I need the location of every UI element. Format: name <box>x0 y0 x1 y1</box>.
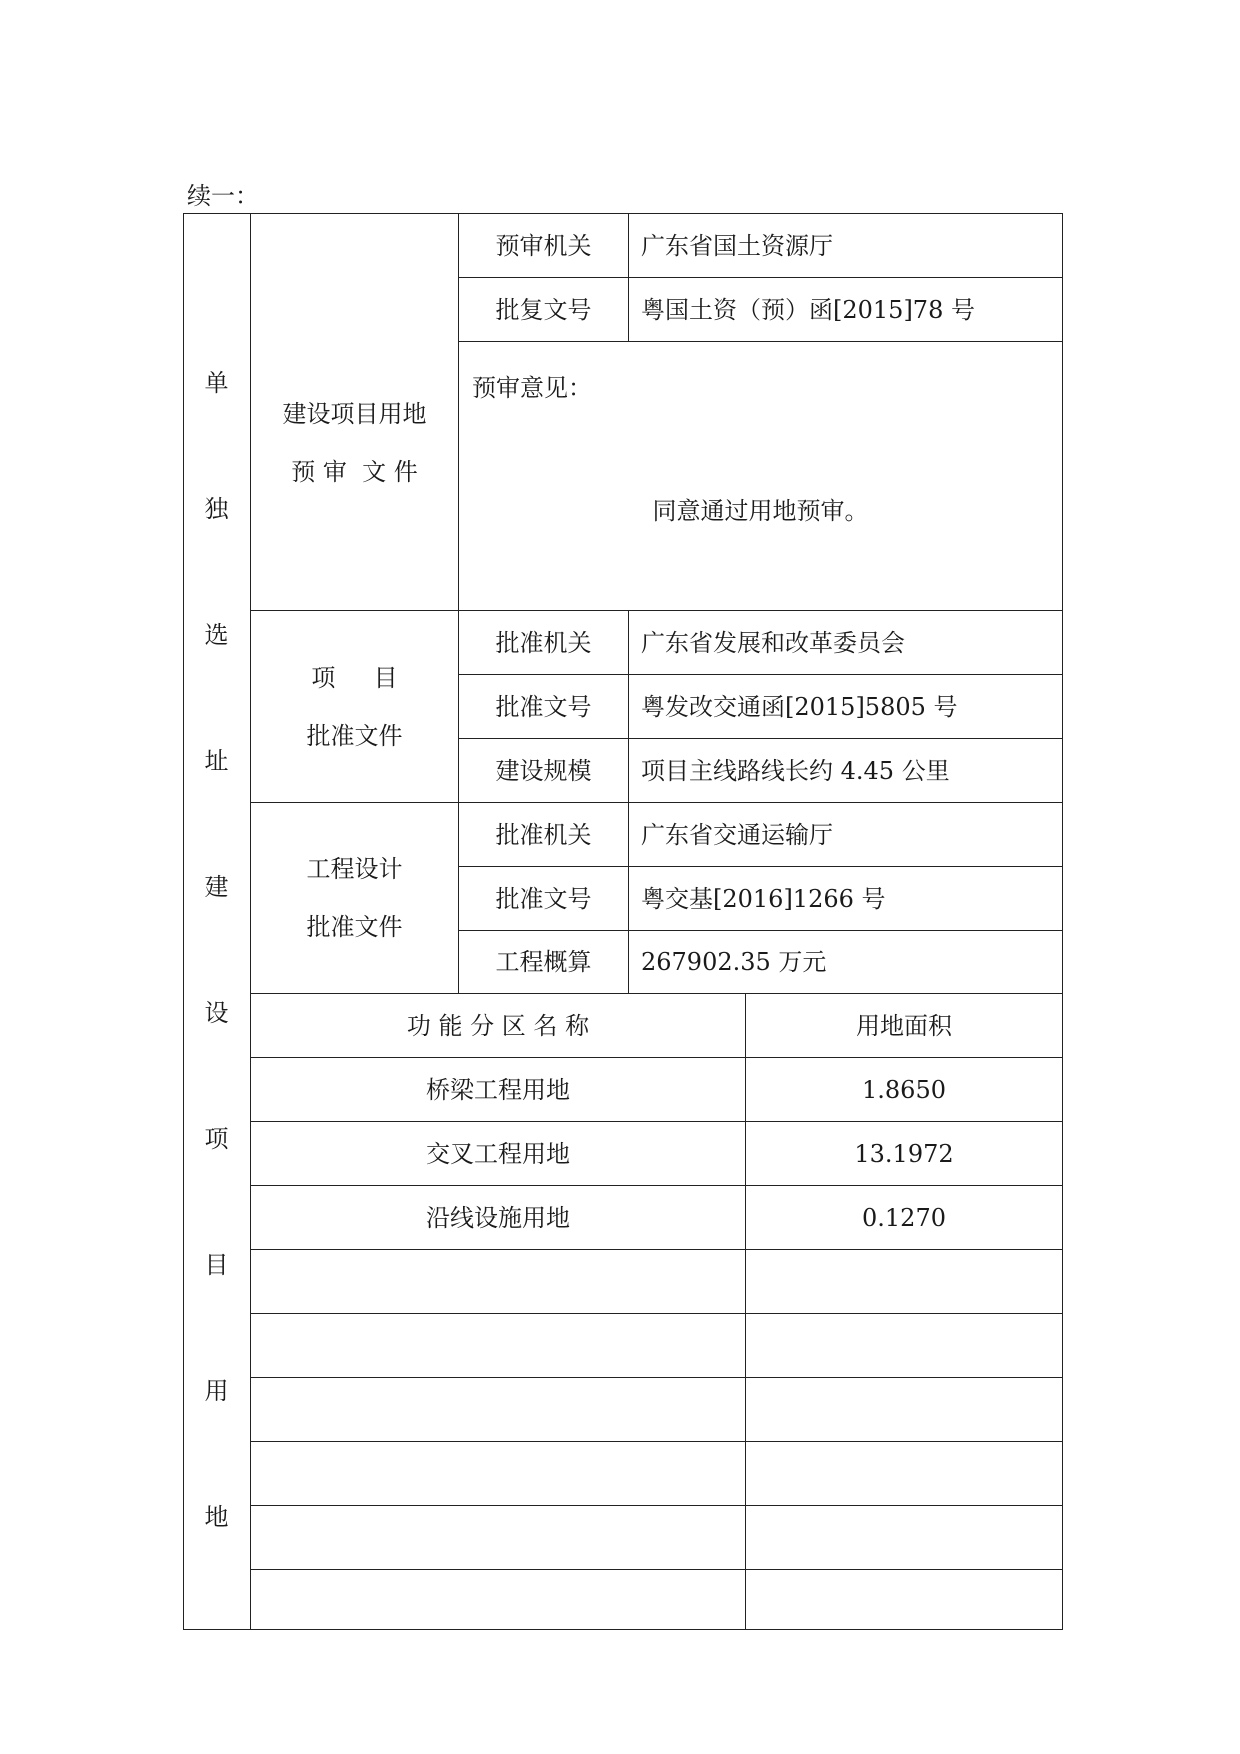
side-label-char: 设 <box>204 999 229 1027</box>
land-row-name <box>251 1314 745 1377</box>
land-row-name: 沿线设施用地 <box>426 1203 570 1232</box>
design-group-line1: 工程设计 <box>306 855 403 883</box>
side-label-char: 项 <box>204 1125 229 1153</box>
design-doc-number-value: 粤交基[2016]1266 号 <box>641 884 886 913</box>
land-row-name <box>251 1250 745 1313</box>
design-estimate-value: 267902.35 万元 <box>641 948 827 976</box>
land-row-area: 13.1972 <box>854 1139 954 1168</box>
land-row-area <box>746 1314 1062 1377</box>
preaudit-doc-number-value: 粤国土资（预）函[2015]78 号 <box>641 295 975 324</box>
approval-doc-number-label: 批准文号 <box>495 692 592 721</box>
side-label-char: 用 <box>204 1377 229 1405</box>
preaudit-doc-number-label: 批复文号 <box>495 295 592 324</box>
design-doc-number-label: 批准文号 <box>495 884 592 913</box>
preaudit-group-line1: 建设项目用地 <box>282 400 427 428</box>
land-row-area: 1.8650 <box>862 1075 946 1104</box>
land-row-area: 0.1270 <box>862 1203 946 1232</box>
side-label-char: 址 <box>204 747 229 775</box>
land-row-name <box>251 1506 745 1569</box>
land-table-header-name: 功 能 分 区 名 称 <box>406 1011 590 1040</box>
side-label-char: 单 <box>204 369 229 397</box>
preaudit-authority-label: 预审机关 <box>495 231 592 260</box>
land-row-name: 桥梁工程用地 <box>426 1075 570 1104</box>
design-group-line2: 批准文件 <box>306 913 403 941</box>
land-row-name <box>251 1378 745 1441</box>
preaudit-opinion-label: 预审意见： <box>472 374 592 402</box>
design-estimate-label: 工程概算 <box>495 948 592 976</box>
design-authority-value: 广东省交通运输厅 <box>641 820 833 849</box>
preaudit-opinion-text: 同意通过用地预审。 <box>652 497 869 525</box>
side-label-char: 目 <box>204 1251 229 1279</box>
row-divider <box>458 341 1063 342</box>
preaudit-group-label <box>251 343 458 543</box>
land-row-area <box>746 1570 1062 1629</box>
land-row-name <box>251 1570 745 1629</box>
side-label-char: 建 <box>204 873 229 901</box>
continuation-heading: 续一： <box>187 182 259 210</box>
approval-scale-label: 建设规模 <box>495 756 592 785</box>
land-table-header-area: 用地面积 <box>856 1011 952 1040</box>
land-row-area <box>746 1250 1062 1313</box>
preaudit-authority-value: 广东省国土资源厅 <box>641 231 833 260</box>
side-label-char: 地 <box>204 1503 229 1531</box>
land-row-area <box>746 1442 1062 1505</box>
approval-doc-number-value: 粤发改交通函[2015]5805 号 <box>641 692 958 721</box>
approval-group-line2: 批准文件 <box>306 721 403 750</box>
approval-group-line1: 项 目 <box>311 663 398 692</box>
land-row-area <box>746 1378 1062 1441</box>
approval-authority-value: 广东省发展和改革委员会 <box>641 628 905 657</box>
land-row-name <box>251 1442 745 1505</box>
table-border-bottom <box>183 1629 1063 1630</box>
land-row-name: 交叉工程用地 <box>426 1139 570 1168</box>
side-label-char: 选 <box>204 621 229 649</box>
design-authority-label: 批准机关 <box>495 820 592 849</box>
table-border-right <box>1062 213 1063 1630</box>
approval-scale-value: 项目主线路线长约 4.45 公里 <box>641 756 950 785</box>
approval-group-label <box>251 611 458 802</box>
approval-authority-label: 批准机关 <box>495 628 592 657</box>
side-label-char: 独 <box>204 495 229 523</box>
land-use-form-table <box>183 213 1063 1630</box>
preaudit-group-line2: 预 审 文 件 <box>291 458 418 486</box>
design-group-label <box>251 803 458 993</box>
land-row-area <box>746 1506 1062 1569</box>
side-label-vertical <box>183 213 250 1630</box>
